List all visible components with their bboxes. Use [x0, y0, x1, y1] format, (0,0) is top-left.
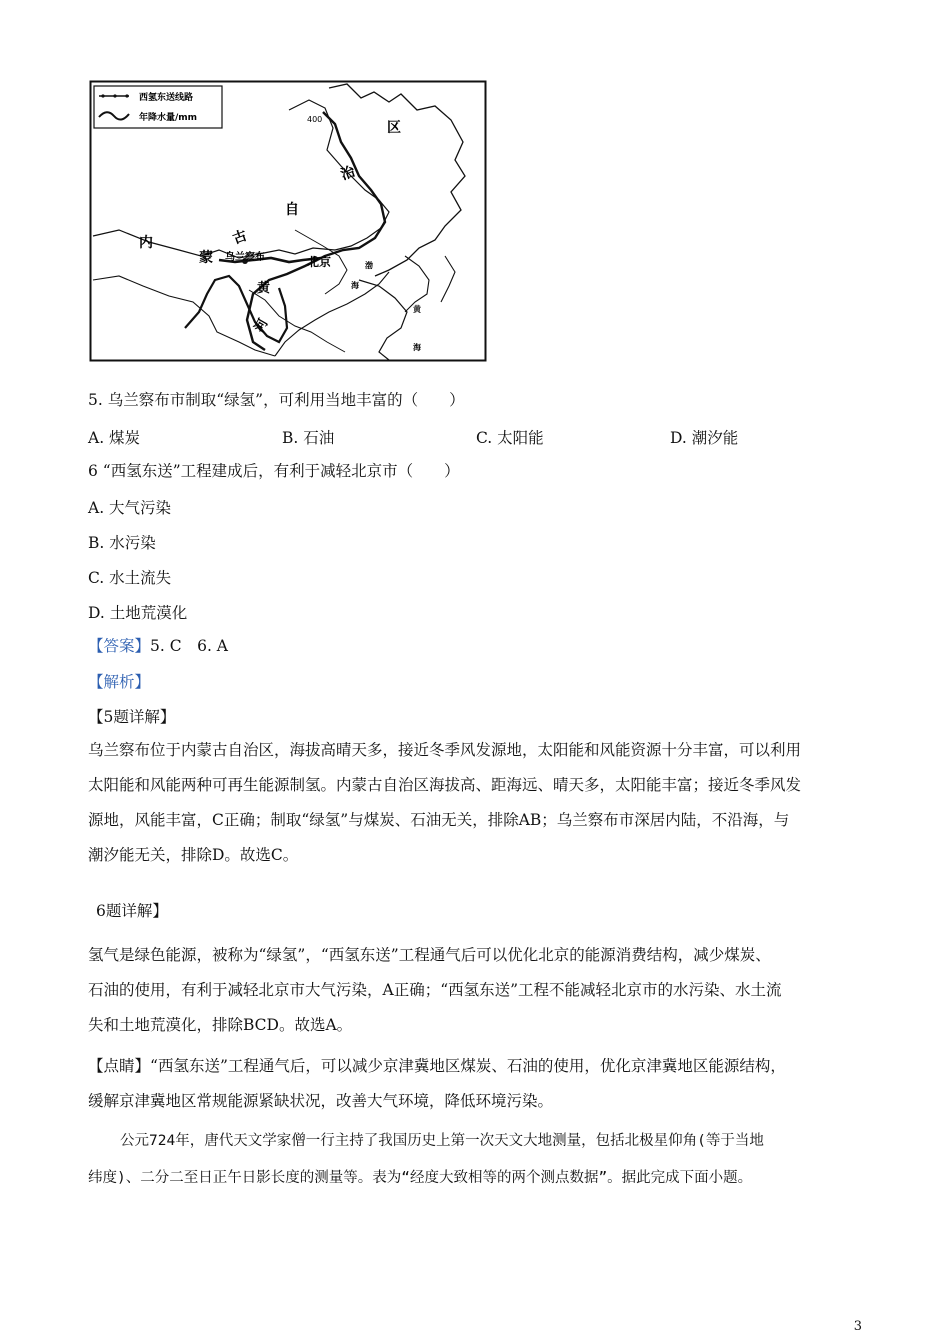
intro-line-1: 公元724年，唐代天文学家僧一行主持了我国历史上第一次天文大地测量，包括北极星仰角(等于当地	[120, 1133, 764, 1149]
analysis-tag: 【解析】	[88, 673, 151, 691]
label-meng: 蒙	[199, 250, 213, 266]
label-huang-river-2: 河	[251, 316, 272, 336]
answer-line	[88, 636, 228, 656]
tip-paragraph	[88, 1049, 868, 1119]
answer-text: 5. C 6. A	[150, 637, 229, 655]
d6-line: 失和土地荒漠化，排除BCD。故选A。	[88, 1016, 353, 1034]
tip-line-2: 缓解京津冀地区常规能源紧缺状况，改善大气环境，降低环境污染。	[88, 1092, 554, 1110]
q5-option-b: B. 石油	[282, 429, 335, 447]
q6-option-c: C. 水土流失	[88, 569, 172, 587]
label-huang-river-1: 黄	[257, 281, 271, 296]
d5-title: 【5题详解】	[88, 708, 176, 726]
q5-option-c: C. 太阳能	[476, 429, 544, 447]
d5-paragraph	[88, 733, 868, 873]
legend-route-label: 西氢东送线路	[139, 93, 194, 103]
d5-line: 潮汐能无关，排除D。故选C。	[88, 846, 299, 864]
intro-paragraph	[88, 1123, 868, 1197]
label-bohai-2: 海	[351, 281, 359, 290]
d6-line: 石油的使用，有利于减轻北京市大气污染，A正确；“西氢东送”工程不能减轻北京市的水污染、水土流	[88, 981, 782, 999]
label-bohai-1: 渤	[365, 261, 373, 270]
q5-option-d: D. 潮汐能	[670, 429, 739, 447]
q5-stem: 5. 乌兰察布市制取“绿氢”，可利用当地丰富的（ ）	[88, 391, 465, 409]
label-zi: 自	[285, 202, 299, 218]
legend-precip-label: 年降水量/mm	[139, 113, 198, 123]
label-beijing: 北京	[307, 255, 332, 269]
label-nei: 内	[139, 235, 153, 251]
d5-line: 太阳能和风能两种可再生能源制氢。内蒙古自治区海拔高、距海远、晴天多，太阳能丰富；接近冬季风发	[88, 776, 802, 794]
isoline-value-label: 400	[307, 115, 323, 124]
d5-line: 源地，风能丰富，C正确；制取“绿氢”与煤炭、石油无关，排除AB；乌兰察布市深居内陆，不沿海，与	[88, 811, 790, 829]
d6-line: 氢气是绿色能源，被称为“绿氢”，“西氢东送”工程通气后可以优化北京的能源消费结构，减少煤炭、	[88, 946, 771, 964]
tip-tag: 【点睛】	[88, 1057, 151, 1075]
label-ulanqab: 乌兰察布	[225, 252, 265, 263]
q5-option-a: A. 煤炭	[88, 429, 141, 447]
label-yellow-sea-2: 海	[413, 343, 421, 352]
q6-option-b: B. 水污染	[88, 534, 156, 552]
q6-option-d: D. 土地荒漠化	[88, 604, 188, 622]
label-qu: 区	[387, 120, 401, 136]
label-yellow-sea-1: 黄	[413, 305, 421, 314]
q6-stem: 6 “西氢东送”工程建成后，有利于减轻北京市（ ）	[88, 462, 460, 480]
d6-title: 6题详解】	[96, 902, 168, 920]
d6-paragraph	[88, 938, 868, 1043]
tip-line-1: “西氢东送”工程通气后，可以减少京津冀地区煤炭、石油的使用，优化京津冀地区能源结构，	[150, 1057, 786, 1075]
map-figure	[89, 80, 487, 362]
page-number: 3	[853, 1319, 862, 1334]
answer-tag: 【答案】	[88, 637, 151, 655]
d5-line: 乌兰察布位于内蒙古自治区，海拔高晴天多，接近冬季风发源地，太阳能和风能资源十分丰富，可以利用	[88, 741, 802, 759]
label-zhi: 治	[338, 163, 358, 184]
label-gu: 古	[230, 227, 250, 248]
q6-option-a: A. 大气污染	[88, 499, 172, 517]
intro-line-2: 纬度)、二分二至日正午日影长度的测量等。表为“经度大致相等的两个测点数据”。据此完成下面小题。	[88, 1170, 753, 1186]
